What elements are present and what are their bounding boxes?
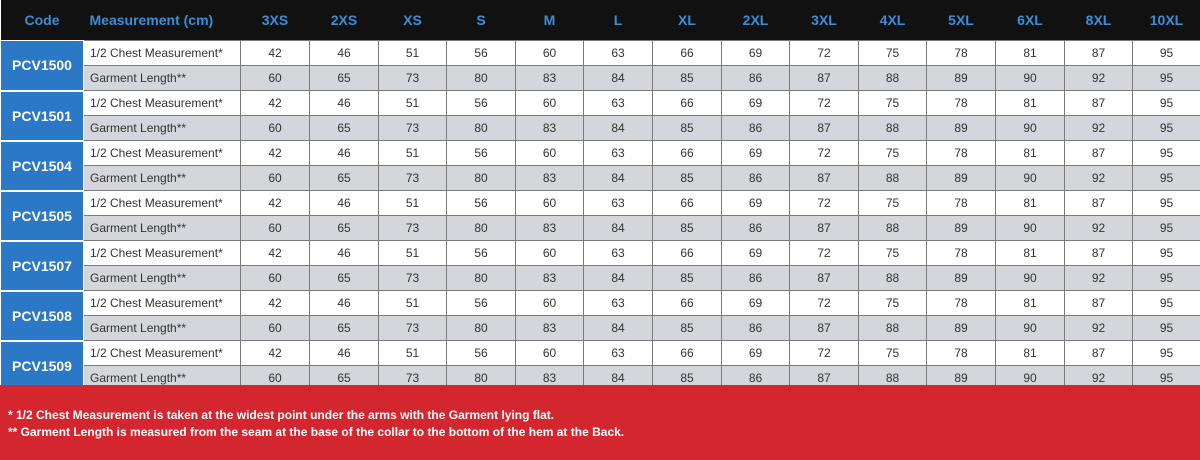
size-value: 75	[859, 241, 927, 266]
size-value: 66	[653, 341, 722, 366]
size-value: 95	[1133, 41, 1200, 66]
length-row	[1, 116, 1200, 141]
size-value: 46	[310, 341, 379, 366]
size-value: 65	[310, 66, 379, 91]
size-value: 46	[310, 41, 379, 66]
size-value: 73	[379, 366, 447, 391]
size-value: 89	[927, 166, 996, 191]
size-value: 56	[447, 341, 516, 366]
size-value: 65	[310, 116, 379, 141]
product-code: PCV1507	[1, 241, 84, 291]
length-label: Garment Length**	[84, 166, 241, 191]
size-header: S	[447, 0, 516, 41]
size-value: 87	[790, 366, 859, 391]
size-value: 89	[927, 66, 996, 91]
size-header: XL	[653, 0, 722, 41]
size-value: 73	[379, 166, 447, 191]
product-code: PCV1504	[1, 141, 84, 191]
size-value: 90	[996, 266, 1065, 291]
size-value: 56	[447, 291, 516, 316]
size-value: 78	[927, 91, 996, 116]
size-value: 73	[379, 316, 447, 341]
size-value: 78	[927, 41, 996, 66]
size-value: 86	[722, 66, 790, 91]
size-value: 73	[379, 116, 447, 141]
chest-row	[1, 41, 1200, 66]
size-value: 60	[516, 291, 584, 316]
size-value: 46	[310, 241, 379, 266]
size-header: 4XL	[859, 0, 927, 41]
size-value: 89	[927, 216, 996, 241]
size-value: 85	[653, 216, 722, 241]
size-value: 81	[996, 141, 1065, 166]
note-chest: * 1/2 Chest Measurement is taken at the widest point under the arms with the Garment lying flat.	[8, 408, 555, 422]
length-row	[1, 216, 1200, 241]
size-value: 95	[1133, 241, 1200, 266]
size-value: 87	[1065, 241, 1133, 266]
size-value: 80	[447, 166, 516, 191]
size-value: 84	[584, 316, 653, 341]
size-value: 83	[516, 116, 584, 141]
size-value: 51	[379, 41, 447, 66]
size-value: 95	[1133, 291, 1200, 316]
size-value: 84	[584, 266, 653, 291]
size-value: 72	[790, 291, 859, 316]
product-code: PCV1509	[1, 341, 84, 391]
product-code: PCV1501	[1, 91, 84, 141]
size-value: 60	[241, 166, 310, 191]
size-value: 90	[996, 366, 1065, 391]
size-value: 81	[996, 341, 1065, 366]
size-value: 60	[516, 191, 584, 216]
size-value: 42	[241, 341, 310, 366]
size-value: 80	[447, 316, 516, 341]
size-value: 46	[310, 141, 379, 166]
size-header: 2XL	[722, 0, 790, 41]
size-value: 75	[859, 91, 927, 116]
size-value: 66	[653, 241, 722, 266]
size-value: 86	[722, 316, 790, 341]
size-value: 92	[1065, 216, 1133, 241]
size-value: 42	[241, 291, 310, 316]
size-value: 86	[722, 216, 790, 241]
size-value: 69	[722, 141, 790, 166]
size-value: 84	[584, 216, 653, 241]
header-row	[1, 0, 1200, 41]
table-body	[1, 41, 1200, 391]
size-value: 75	[859, 41, 927, 66]
size-value: 66	[653, 191, 722, 216]
size-value: 75	[859, 141, 927, 166]
size-value: 72	[790, 341, 859, 366]
size-value: 73	[379, 266, 447, 291]
size-value: 80	[447, 116, 516, 141]
length-row	[1, 266, 1200, 291]
size-value: 51	[379, 91, 447, 116]
size-value: 89	[927, 366, 996, 391]
size-value: 66	[653, 41, 722, 66]
size-value: 90	[996, 116, 1065, 141]
size-value: 80	[447, 216, 516, 241]
size-value: 81	[996, 191, 1065, 216]
length-label: Garment Length**	[84, 66, 241, 91]
length-label: Garment Length**	[84, 316, 241, 341]
size-value: 72	[790, 191, 859, 216]
size-value: 87	[790, 216, 859, 241]
size-value: 80	[447, 66, 516, 91]
size-value: 78	[927, 191, 996, 216]
size-value: 95	[1133, 141, 1200, 166]
size-value: 72	[790, 41, 859, 66]
size-value: 56	[447, 141, 516, 166]
size-value: 65	[310, 166, 379, 191]
size-value: 69	[722, 341, 790, 366]
size-value: 69	[722, 291, 790, 316]
size-value: 65	[310, 366, 379, 391]
size-value: 60	[516, 41, 584, 66]
size-value: 90	[996, 316, 1065, 341]
size-value: 63	[584, 241, 653, 266]
size-header: 2XS	[310, 0, 379, 41]
size-value: 63	[584, 41, 653, 66]
size-value: 90	[996, 66, 1065, 91]
size-value: 95	[1133, 191, 1200, 216]
size-value: 92	[1065, 66, 1133, 91]
size-value: 88	[859, 316, 927, 341]
size-value: 63	[584, 141, 653, 166]
length-row	[1, 166, 1200, 191]
size-value: 60	[516, 341, 584, 366]
size-value: 60	[241, 366, 310, 391]
size-value: 86	[722, 266, 790, 291]
size-value: 66	[653, 141, 722, 166]
size-value: 46	[310, 291, 379, 316]
size-value: 81	[996, 91, 1065, 116]
size-value: 42	[241, 41, 310, 66]
size-value: 80	[447, 366, 516, 391]
chest-row	[1, 91, 1200, 116]
size-value: 87	[790, 166, 859, 191]
size-header: 3XL	[790, 0, 859, 41]
size-value: 92	[1065, 316, 1133, 341]
size-value: 88	[859, 216, 927, 241]
size-header: 3XS	[241, 0, 310, 41]
size-value: 85	[653, 116, 722, 141]
size-value: 95	[1133, 91, 1200, 116]
size-header: 10XL	[1133, 0, 1200, 41]
chest-label: 1/2 Chest Measurement*	[84, 291, 241, 316]
size-value: 83	[516, 366, 584, 391]
size-header: M	[516, 0, 584, 41]
size-value: 84	[584, 366, 653, 391]
size-value: 86	[722, 116, 790, 141]
size-value: 83	[516, 216, 584, 241]
chest-row	[1, 341, 1200, 366]
size-value: 73	[379, 66, 447, 91]
size-value: 65	[310, 316, 379, 341]
length-label: Garment Length**	[84, 366, 241, 391]
size-value: 92	[1065, 366, 1133, 391]
size-value: 51	[379, 241, 447, 266]
chest-row	[1, 291, 1200, 316]
size-value: 60	[241, 216, 310, 241]
size-value: 87	[790, 316, 859, 341]
size-value: 42	[241, 191, 310, 216]
chest-label: 1/2 Chest Measurement*	[84, 41, 241, 66]
product-code: PCV1500	[1, 41, 84, 91]
product-code: PCV1508	[1, 291, 84, 341]
size-value: 60	[516, 241, 584, 266]
note-length: ** Garment Length is measured from the seam at the base of the collar to the bottom of the hem at the Back.	[8, 425, 625, 439]
size-value: 78	[927, 291, 996, 316]
size-value: 63	[584, 291, 653, 316]
size-value: 56	[447, 191, 516, 216]
size-value: 90	[996, 216, 1065, 241]
size-value: 63	[584, 341, 653, 366]
size-value: 56	[447, 41, 516, 66]
size-header: 8XL	[1065, 0, 1133, 41]
size-value: 87	[1065, 91, 1133, 116]
size-value: 83	[516, 66, 584, 91]
size-value: 63	[584, 191, 653, 216]
length-label: Garment Length**	[84, 266, 241, 291]
size-value: 75	[859, 191, 927, 216]
size-value: 75	[859, 341, 927, 366]
size-value: 65	[310, 216, 379, 241]
size-value: 84	[584, 116, 653, 141]
code-header: Code	[1, 0, 84, 41]
size-value: 42	[241, 141, 310, 166]
size-header: L	[584, 0, 653, 41]
size-value: 65	[310, 266, 379, 291]
size-value: 60	[516, 91, 584, 116]
chest-row	[1, 141, 1200, 166]
size-value: 42	[241, 91, 310, 116]
size-value: 60	[241, 66, 310, 91]
size-value: 95	[1133, 366, 1200, 391]
size-value: 95	[1133, 341, 1200, 366]
size-value: 90	[996, 166, 1065, 191]
size-value: 81	[996, 291, 1065, 316]
size-value: 95	[1133, 266, 1200, 291]
size-value: 86	[722, 366, 790, 391]
size-value: 84	[584, 66, 653, 91]
size-value: 88	[859, 116, 927, 141]
size-value: 88	[859, 366, 927, 391]
size-value: 69	[722, 91, 790, 116]
size-value: 60	[241, 116, 310, 141]
size-value: 86	[722, 166, 790, 191]
size-value: 87	[790, 266, 859, 291]
size-value: 95	[1133, 66, 1200, 91]
size-value: 72	[790, 141, 859, 166]
size-value: 88	[859, 266, 927, 291]
size-value: 42	[241, 241, 310, 266]
size-value: 87	[1065, 141, 1133, 166]
size-value: 66	[653, 91, 722, 116]
chest-row	[1, 241, 1200, 266]
size-value: 85	[653, 316, 722, 341]
size-value: 73	[379, 216, 447, 241]
size-value: 87	[790, 66, 859, 91]
notes-panel	[0, 385, 1200, 460]
chest-label: 1/2 Chest Measurement*	[84, 341, 241, 366]
size-value: 51	[379, 191, 447, 216]
size-value: 92	[1065, 266, 1133, 291]
size-value: 46	[310, 91, 379, 116]
size-value: 51	[379, 291, 447, 316]
length-label: Garment Length**	[84, 216, 241, 241]
size-value: 89	[927, 266, 996, 291]
size-value: 46	[310, 191, 379, 216]
size-value: 84	[584, 166, 653, 191]
chest-label: 1/2 Chest Measurement*	[84, 241, 241, 266]
size-header: 5XL	[927, 0, 996, 41]
size-value: 85	[653, 166, 722, 191]
size-value: 83	[516, 166, 584, 191]
size-value: 78	[927, 141, 996, 166]
length-row	[1, 66, 1200, 91]
size-value: 56	[447, 241, 516, 266]
chest-label: 1/2 Chest Measurement*	[84, 141, 241, 166]
size-value: 89	[927, 116, 996, 141]
chest-row	[1, 191, 1200, 216]
size-value: 51	[379, 141, 447, 166]
size-value: 92	[1065, 166, 1133, 191]
size-value: 85	[653, 66, 722, 91]
size-value: 72	[790, 91, 859, 116]
length-row	[1, 316, 1200, 341]
size-value: 56	[447, 91, 516, 116]
size-value: 87	[1065, 341, 1133, 366]
size-value: 69	[722, 241, 790, 266]
size-value: 95	[1133, 316, 1200, 341]
size-value: 87	[1065, 291, 1133, 316]
size-value: 69	[722, 191, 790, 216]
size-value: 88	[859, 166, 927, 191]
size-value: 69	[722, 41, 790, 66]
size-header: 6XL	[996, 0, 1065, 41]
size-value: 80	[447, 266, 516, 291]
size-value: 75	[859, 291, 927, 316]
size-value: 95	[1133, 166, 1200, 191]
size-value: 51	[379, 341, 447, 366]
size-value: 89	[927, 316, 996, 341]
size-value: 87	[1065, 191, 1133, 216]
size-value: 60	[516, 141, 584, 166]
chest-label: 1/2 Chest Measurement*	[84, 191, 241, 216]
measurement-header: Measurement (cm)	[84, 0, 241, 41]
size-value: 81	[996, 241, 1065, 266]
size-value: 87	[790, 116, 859, 141]
size-value: 92	[1065, 116, 1133, 141]
size-value: 81	[996, 41, 1065, 66]
size-value: 85	[653, 366, 722, 391]
product-code: PCV1505	[1, 191, 84, 241]
size-value: 78	[927, 241, 996, 266]
size-value: 78	[927, 341, 996, 366]
size-value: 66	[653, 291, 722, 316]
size-value: 63	[584, 91, 653, 116]
size-header: XS	[379, 0, 447, 41]
chest-label: 1/2 Chest Measurement*	[84, 91, 241, 116]
size-value: 83	[516, 316, 584, 341]
size-value: 95	[1133, 116, 1200, 141]
size-value: 60	[241, 316, 310, 341]
size-value: 88	[859, 66, 927, 91]
size-value: 72	[790, 241, 859, 266]
size-value: 87	[1065, 41, 1133, 66]
length-label: Garment Length**	[84, 116, 241, 141]
size-value: 85	[653, 266, 722, 291]
size-value: 95	[1133, 216, 1200, 241]
size-value: 83	[516, 266, 584, 291]
size-value: 60	[241, 266, 310, 291]
